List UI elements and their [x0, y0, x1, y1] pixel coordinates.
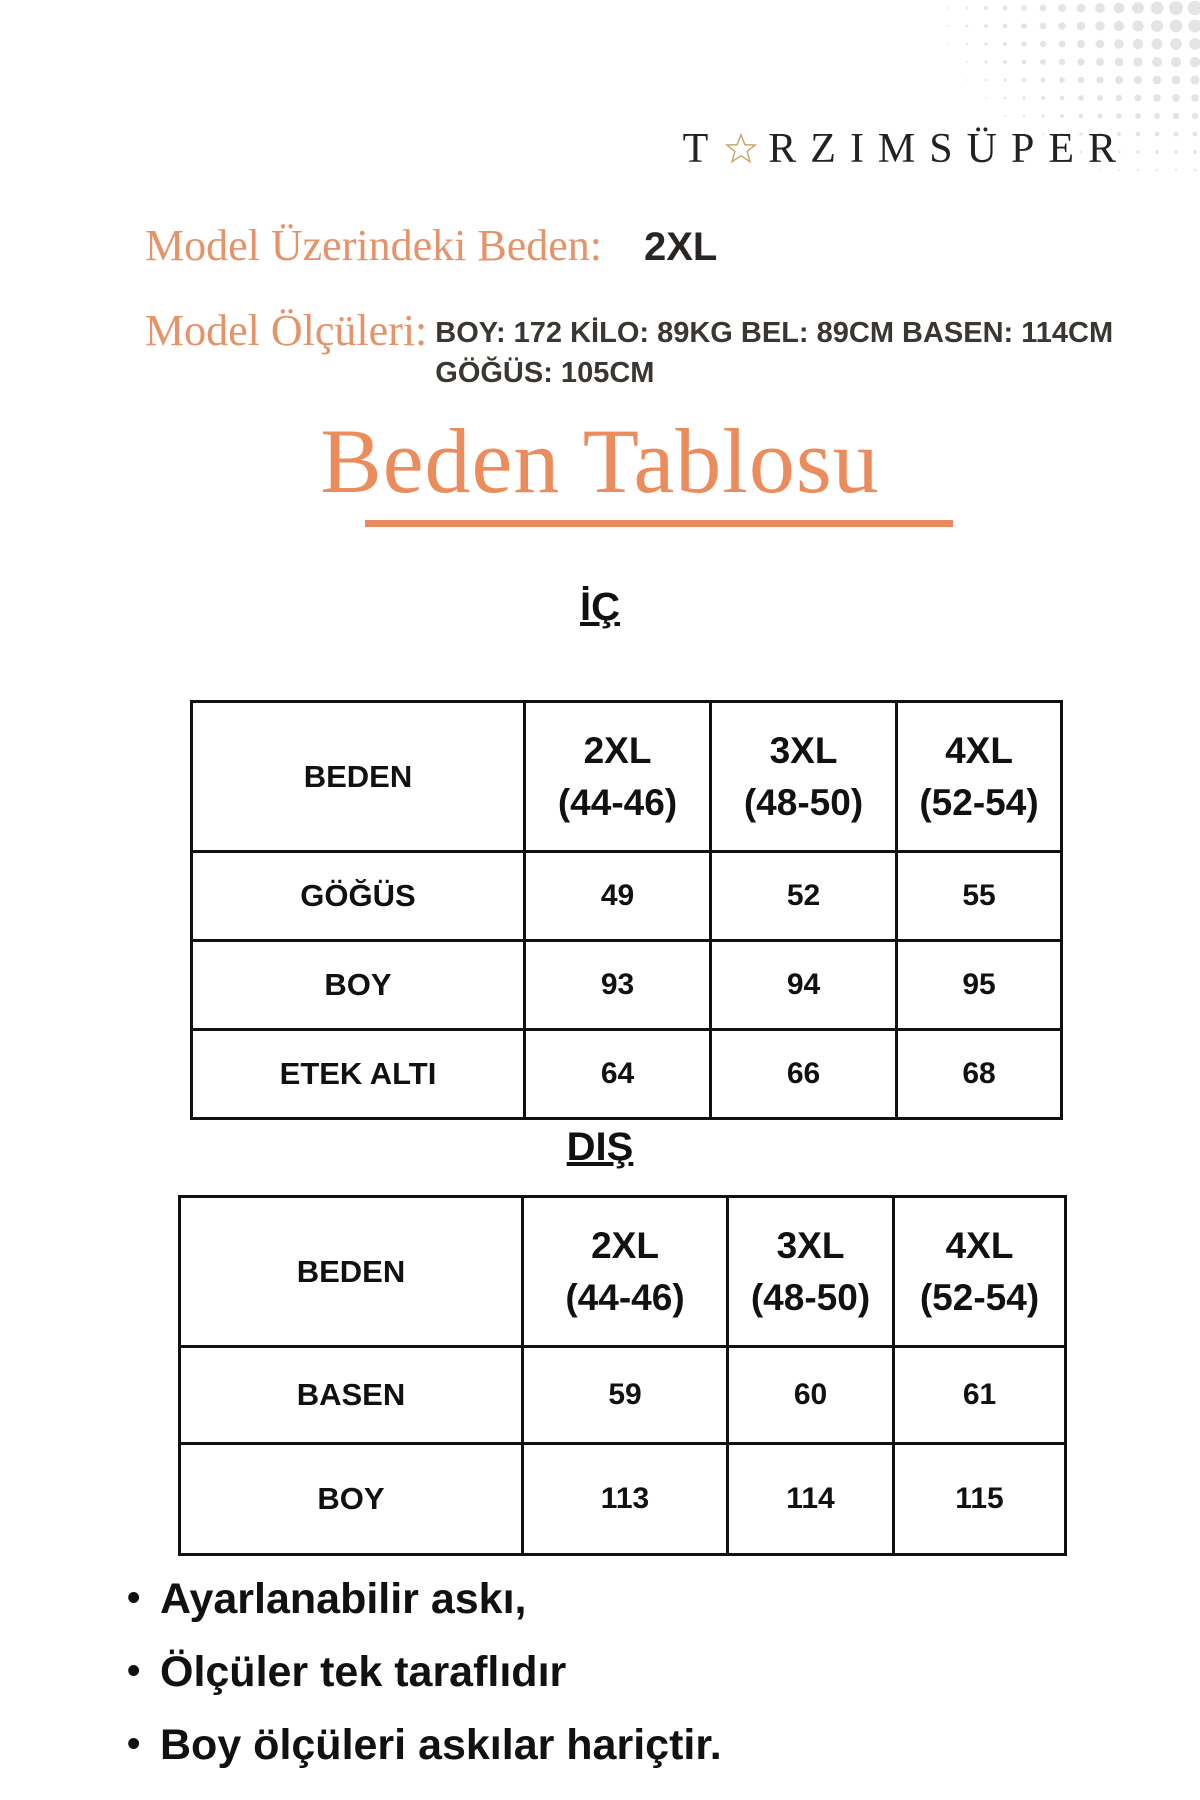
table-row — [180, 1444, 1066, 1555]
halftone-dot — [1097, 95, 1103, 101]
halftone-dot — [1041, 78, 1046, 83]
halftone-dot — [1116, 95, 1123, 102]
halftone-dot — [1173, 131, 1178, 136]
brand-name: RZIMSÜPER — [768, 126, 1130, 172]
table-row — [192, 852, 1062, 941]
halftone-dot — [1134, 76, 1142, 84]
halftone-dot — [1077, 4, 1086, 13]
halftone-dot — [1095, 3, 1105, 13]
halftone-dot — [1190, 75, 1199, 84]
halftone-dot — [1114, 3, 1125, 14]
notes-list — [115, 1575, 722, 1794]
halftone-dot — [1154, 113, 1160, 119]
halftone-dot — [1132, 20, 1143, 31]
model-measures-value: BOY: 172 KİLO: 89KG BEL: 89CM BASEN: 114CM GÖĞÜS: 105CM — [435, 317, 1114, 389]
halftone-dot — [1153, 76, 1162, 85]
size-name: 2XL — [583, 729, 652, 771]
halftone-dot — [947, 25, 949, 27]
halftone-dot — [985, 61, 988, 64]
halftone-dot — [1169, 1, 1183, 15]
size-name: 3XL — [776, 1224, 845, 1266]
halftone-dot — [966, 43, 968, 45]
row-label: ETEK ALTI — [192, 1030, 525, 1119]
halftone-dot — [985, 79, 987, 81]
halftone-dot — [1192, 131, 1197, 136]
halftone-dot — [1059, 77, 1065, 83]
halftone-dot — [1172, 76, 1181, 85]
size-name: 3XL — [769, 729, 838, 771]
halftone-dot — [1174, 150, 1178, 154]
halftone-dot — [1060, 114, 1064, 118]
value-cell: 113 — [523, 1444, 728, 1555]
value-cell: 95 — [897, 941, 1062, 1030]
size-range: (52-54) — [919, 1276, 1040, 1318]
halftone-dot — [1096, 76, 1103, 83]
halftone-dot — [1096, 58, 1104, 66]
halftone-dot — [1153, 94, 1160, 101]
model-size-value: 2XL — [643, 225, 718, 269]
size-header-cell — [894, 1197, 1066, 1347]
halftone-dot — [1003, 6, 1008, 11]
halftone-dot — [1155, 132, 1160, 137]
page-title: Beden Tablosu — [320, 410, 880, 512]
row-label: BOY — [192, 941, 525, 1030]
halftone-dot — [1003, 24, 1008, 29]
model-size-label: Model Üzerindeki Beden: — [145, 221, 602, 270]
model-measures-label: Model Ölçüleri: — [145, 306, 428, 355]
halftone-dot — [1060, 96, 1065, 101]
inner-section-label: İÇ — [580, 585, 620, 629]
list-item: • Ölçüler tek taraflıdır — [115, 1648, 722, 1721]
size-range: (52-54) — [919, 781, 1039, 823]
halftone-dot — [1188, 1, 1200, 15]
halftone-dot — [1041, 96, 1045, 100]
value-cell: 61 — [894, 1347, 1066, 1444]
halftone-dot — [1022, 96, 1025, 99]
halftone-dot — [1095, 21, 1104, 30]
size-header-cell — [525, 702, 711, 852]
size-name: 2XL — [591, 1224, 659, 1266]
halftone-dot — [1170, 38, 1182, 50]
halftone-dot — [1004, 97, 1007, 100]
value-cell: 68 — [897, 1030, 1062, 1119]
table-header-row — [192, 702, 1062, 852]
halftone-dot — [984, 24, 988, 28]
value-cell: 52 — [711, 852, 897, 941]
table-corner-cell: BEDEN — [192, 702, 525, 852]
halftone-dot — [1135, 113, 1141, 119]
table-row — [192, 941, 1062, 1030]
halftone-dot — [1173, 113, 1179, 119]
table-row — [192, 1030, 1062, 1119]
halftone-dot — [1003, 42, 1007, 46]
halftone-dot — [1172, 94, 1180, 102]
halftone-dot — [1137, 169, 1139, 171]
halftone-dot — [1192, 113, 1198, 119]
value-cell: 114 — [728, 1444, 894, 1555]
table-row — [180, 1347, 1066, 1444]
halftone-dot — [1059, 59, 1065, 65]
halftone-dot — [1133, 57, 1142, 66]
list-item: • Ayarlanabilir askı, — [115, 1575, 722, 1648]
halftone-dot — [1115, 58, 1124, 67]
halftone-dot — [966, 25, 969, 28]
halftone-dot — [1079, 114, 1083, 118]
size-range: (44-46) — [565, 1276, 685, 1318]
halftone-dot — [1022, 78, 1026, 82]
halftone-dot — [1115, 76, 1123, 84]
halftone-dot — [1156, 169, 1158, 171]
halftone-dot — [1041, 114, 1044, 117]
model-size-row — [145, 220, 717, 271]
halftone-dot — [984, 6, 988, 10]
halftone-dot — [1136, 150, 1139, 153]
halftone-dot — [1078, 77, 1084, 83]
value-cell: 66 — [711, 1030, 897, 1119]
halftone-dot — [1133, 39, 1143, 49]
halftone-dot — [1151, 38, 1162, 49]
halftone-dot — [1194, 169, 1196, 171]
halftone-dot — [1155, 150, 1159, 154]
halftone-dot — [985, 97, 987, 99]
halftone-dot — [1021, 23, 1027, 29]
halftone-dot — [1058, 22, 1066, 30]
halftone-dot — [1114, 21, 1124, 31]
halftone-dot — [1004, 115, 1006, 117]
halftone-dot — [1136, 132, 1141, 137]
size-name: 4XL — [945, 729, 1013, 771]
halftone-dot — [1077, 22, 1085, 30]
inner-size-table — [190, 700, 1063, 1120]
halftone-dot — [1188, 19, 1200, 32]
halftone-dot — [1040, 23, 1047, 30]
halftone-dot — [1170, 20, 1183, 33]
halftone-dot — [1058, 4, 1066, 12]
halftone-dot — [1023, 115, 1025, 117]
halftone-dot — [1040, 5, 1047, 12]
halftone-dot — [1191, 94, 1199, 102]
halftone-dot — [1193, 150, 1197, 154]
halftone-dot — [1134, 94, 1141, 101]
halftone-dot — [1096, 40, 1105, 49]
halftone-dot — [1077, 58, 1084, 65]
halftone-dot — [1190, 57, 1200, 67]
outer-section-label: DIŞ — [566, 1125, 634, 1169]
model-measures-row — [145, 306, 1155, 393]
brand-letter-t: T — [682, 126, 723, 172]
table-corner-cell: BEDEN — [180, 1197, 523, 1347]
halftone-dot — [984, 42, 987, 45]
size-header-cell — [728, 1197, 894, 1347]
list-item: • Boy ölçüleri askılar hariçtir. — [115, 1721, 722, 1794]
value-cell: 115 — [894, 1444, 1066, 1555]
value-cell: 64 — [525, 1030, 711, 1119]
halftone-dot — [947, 43, 948, 44]
halftone-dot — [1152, 57, 1162, 67]
size-name: 4XL — [945, 1224, 1014, 1266]
halftone-dot — [1022, 60, 1027, 65]
halftone-dot — [1078, 95, 1083, 100]
value-cell: 93 — [525, 941, 711, 1030]
size-header-cell — [523, 1197, 728, 1347]
halftone-dot — [1171, 57, 1181, 67]
row-label: BOY — [180, 1444, 523, 1555]
table-header-row — [180, 1197, 1066, 1347]
row-label: GÖĞÜS — [192, 852, 525, 941]
row-label: BASEN — [180, 1347, 523, 1444]
halftone-dot — [1116, 113, 1121, 118]
size-range: (44-46) — [557, 781, 678, 823]
value-cell: 60 — [728, 1347, 894, 1444]
title-underline — [365, 520, 953, 527]
halftone-dot — [1058, 40, 1065, 47]
star-icon — [724, 132, 758, 166]
halftone-dot — [1021, 5, 1027, 11]
halftone-dot — [1098, 114, 1103, 119]
halftone-dot — [1040, 41, 1046, 47]
halftone-dot — [1189, 38, 1200, 50]
halftone-dot — [1175, 169, 1177, 171]
value-cell: 55 — [897, 852, 1062, 941]
halftone-dot — [1077, 40, 1085, 48]
size-range: (48-50) — [750, 1276, 871, 1318]
halftone-dot — [1151, 2, 1164, 15]
halftone-dot — [966, 79, 967, 80]
halftone-dot — [1151, 20, 1163, 32]
halftone-dot — [966, 7, 969, 10]
halftone-dot — [1114, 39, 1124, 49]
halftone-dot — [1132, 2, 1144, 14]
brand-logo — [683, 125, 1130, 173]
value-cell: 49 — [525, 852, 711, 941]
halftone-dot — [1040, 59, 1046, 65]
value-cell: 94 — [711, 941, 897, 1030]
size-header-cell — [897, 702, 1062, 852]
halftone-dot — [1003, 60, 1007, 64]
value-cell: 59 — [523, 1347, 728, 1444]
size-range: (48-50) — [743, 781, 864, 823]
outer-size-table — [178, 1195, 1067, 1556]
halftone-dot — [966, 61, 968, 63]
halftone-dot — [947, 7, 949, 9]
halftone-dot — [1021, 41, 1026, 46]
size-header-cell — [711, 702, 897, 852]
halftone-dot — [1003, 78, 1006, 81]
